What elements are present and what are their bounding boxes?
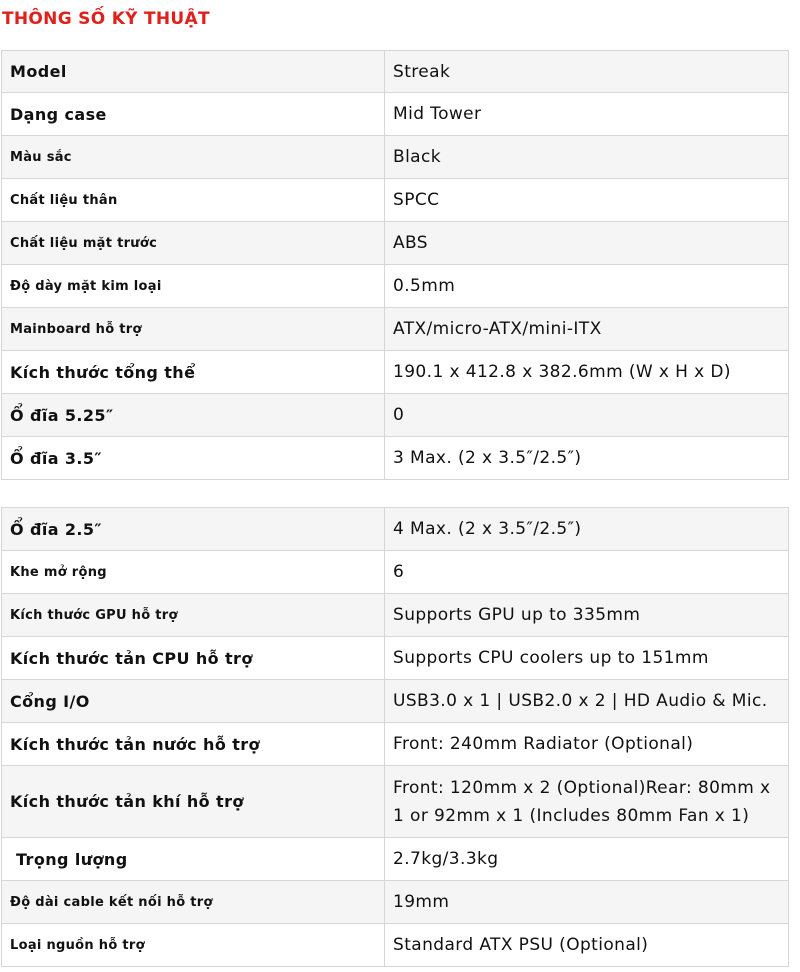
spec-value: 6 xyxy=(385,551,789,594)
spec-label: Model xyxy=(2,51,385,93)
spec-row xyxy=(2,881,789,924)
spec-row xyxy=(2,551,789,594)
spec-row xyxy=(2,924,789,967)
spec-value: 4 Max. (2 x 3.5″/2.5″) xyxy=(385,508,789,551)
spec-value: Front: 240mm Radiator (Optional) xyxy=(385,723,789,766)
spec-value: Mid Tower xyxy=(385,93,789,136)
spec-row xyxy=(2,51,789,93)
spec-row xyxy=(2,308,789,351)
spec-row xyxy=(2,723,789,766)
spec-value: ABS xyxy=(385,222,789,265)
spec-label: Dạng case xyxy=(2,93,385,136)
spec-value: 19mm xyxy=(385,881,789,924)
spec-label: Màu sắc xyxy=(2,136,385,179)
spec-value: 190.1 x 412.8 x 382.6mm (W x H x D) xyxy=(385,351,789,394)
spec-label: Chất liệu mặt trước xyxy=(2,222,385,265)
spec-row xyxy=(2,222,789,265)
spec-label: Chất liệu thân xyxy=(2,179,385,222)
spec-row xyxy=(2,766,789,838)
spec-value: Black xyxy=(385,136,789,179)
spec-row xyxy=(2,136,789,179)
spec-value: 2.7kg/3.3kg xyxy=(385,838,789,881)
spec-label: Cổng I/O xyxy=(2,680,385,723)
spec-value: Supports CPU coolers up to 151mm xyxy=(385,637,789,680)
page-title: THÔNG SỐ KỸ THUẬT xyxy=(2,9,210,29)
spec-label: Kích thước GPU hỗ trợ xyxy=(2,594,385,637)
spec-label: Kích thước tản nước hỗ trợ xyxy=(2,723,385,766)
spec-row xyxy=(2,637,789,680)
spec-label: Loại nguồn hỗ trợ xyxy=(2,924,385,967)
spec-label: Trọng lượng xyxy=(2,838,385,881)
spec-value: 0.5mm xyxy=(385,265,789,308)
spec-label: Kích thước tổng thể xyxy=(2,351,385,394)
spec-value: Supports GPU up to 335mm xyxy=(385,594,789,637)
spec-row xyxy=(2,179,789,222)
spec-value: 0 xyxy=(385,394,789,437)
spec-value: ATX/micro-ATX/mini-ITX xyxy=(385,308,789,351)
spec-label: Kích thước tản khí hỗ trợ xyxy=(2,766,385,838)
spec-row xyxy=(2,437,789,480)
spec-label: Khe mở rộng xyxy=(2,551,385,594)
spec-row xyxy=(2,394,789,437)
spec-value: USB3.0 x 1 | USB2.0 x 2 | HD Audio & Mic. xyxy=(385,680,789,723)
spec-value: Streak xyxy=(385,51,789,93)
spec-label: Ổ đĩa 2.5″ xyxy=(2,508,385,551)
spec-table-2 xyxy=(1,507,789,967)
spec-row xyxy=(2,594,789,637)
spec-row xyxy=(2,351,789,394)
spec-label: Độ dày mặt kim loại xyxy=(2,265,385,308)
spec-row xyxy=(2,265,789,308)
spec-row xyxy=(2,93,789,136)
spec-value: 3 Max. (2 x 3.5″/2.5″) xyxy=(385,437,789,480)
spec-row xyxy=(2,838,789,881)
spec-label: Ổ đĩa 5.25″ xyxy=(2,394,385,437)
spec-label: Độ dài cable kết nối hỗ trợ xyxy=(2,881,385,924)
spec-value: Standard ATX PSU (Optional) xyxy=(385,924,789,967)
spec-label: Ổ đĩa 3.5″ xyxy=(2,437,385,480)
spec-table-1 xyxy=(1,50,789,480)
spec-label: Mainboard hỗ trợ xyxy=(2,308,385,351)
spec-value: Front: 120mm x 2 (Optional)Rear: 80mm x 1 or 92mm x 1 (Includes 80mm Fan x 1) xyxy=(385,766,789,838)
spec-row xyxy=(2,508,789,551)
spec-label: Kích thước tản CPU hỗ trợ xyxy=(2,637,385,680)
spec-value: SPCC xyxy=(385,179,789,222)
spec-row xyxy=(2,680,789,723)
